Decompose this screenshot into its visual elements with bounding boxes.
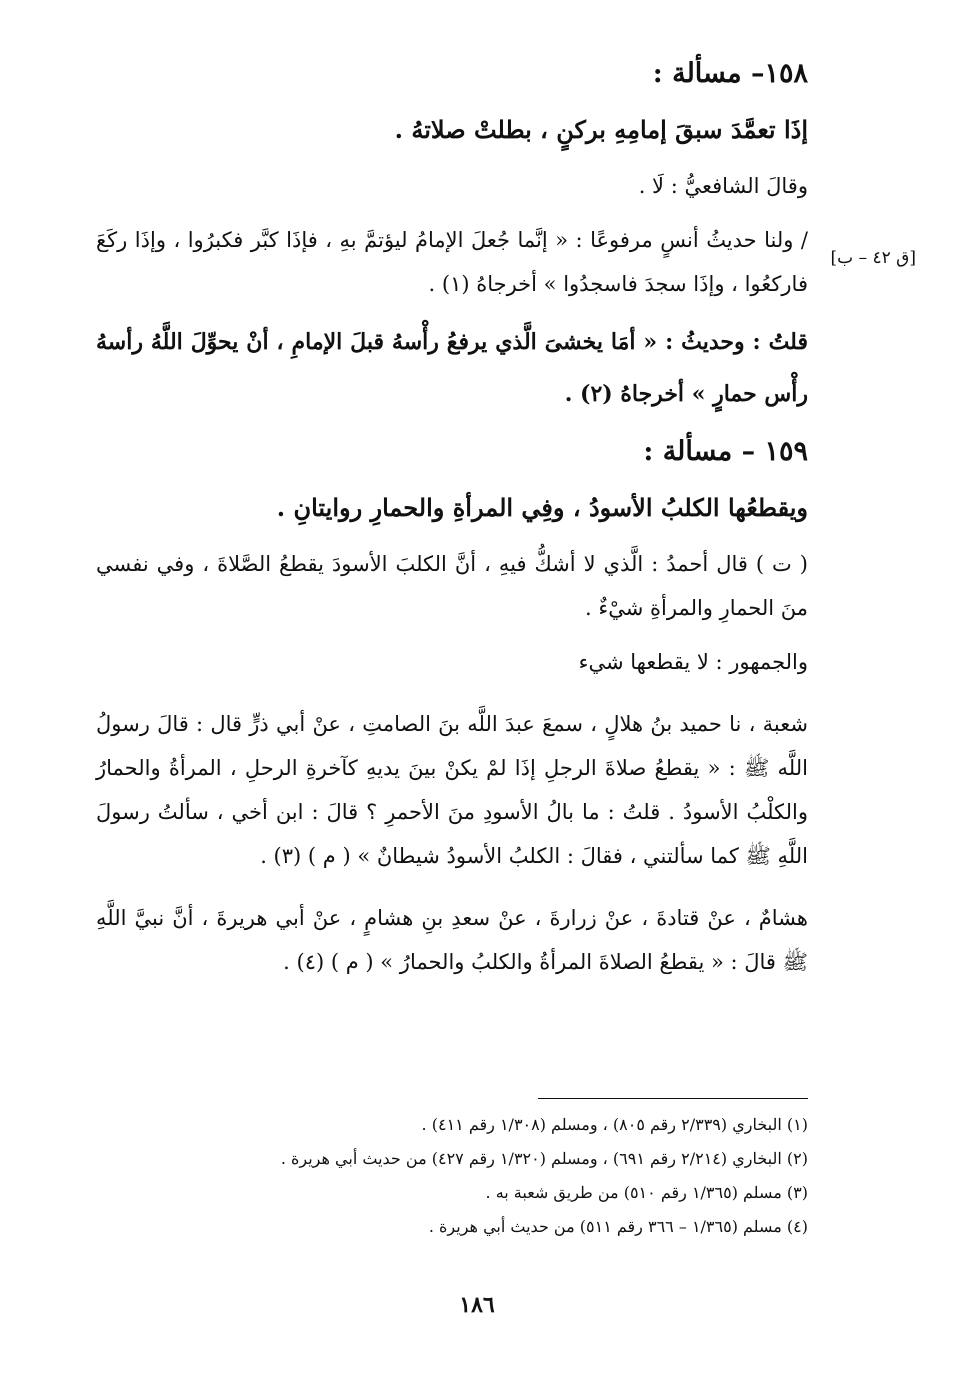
- footnote-divider: [538, 1098, 808, 1099]
- main-text: [96, 52, 808, 994]
- paragraph: ( ت ) قال أحمدُ : الَّذي لا أشكُّ فيهِ ، أنَّ الكلبَ الأسودَ يقطعُ الصَّلاةَ ، وفي نفسي منَ الحمارِ والمرأةِ شيْءٌ .: [96, 552, 808, 620]
- section-heading: ١٥٩ – مسألة :: [643, 436, 808, 467]
- paragraph: / ولنا حديثُ أنسٍ مرفوعًا : « إنَّما جُعلَ الإمامُ ليؤتمَّ بهِ ، فإذَا كبَّر فكبرُوا ، وإذَا ركَعَ فاركعُوا ، وإذَا سجدَ فاسجدُوا » أخرجاهُ (١) .: [96, 228, 808, 296]
- section-159: [96, 430, 808, 984]
- paragraph: والجمهور : لا يقطعها شيء: [578, 650, 808, 674]
- paragraph: قلتُ : وحديثُ : « أمَا يخشىَ الَّذي يرفعُ رأْسهُ قبلَ الإمامِ ، أنْ يحوِّلَ اللَّهُ رأسهُ رأْس حمارٍ » أخرجاهُ (٢) .: [96, 329, 808, 407]
- paragraph: هشامٌ ، عنْ قتادةَ ، عنْ زرارةَ ، عنْ سعدِ بنِ هشامٍ ، عنْ أبي هريرةَ ، أنَّ نبيَّ اللَّهِ ﷺ قالَ : « يقطعُ الصلاةَ المرأةُ والكلبُ والحمارُ » ( م ) (٤) .: [96, 906, 808, 974]
- footnote: (٣) مسلم (١/٣٦٥ رقم ٥١٠) من طريق شعبة به .: [485, 1183, 808, 1202]
- margin-folio-marker: [ق ٤٢ – ب]: [830, 248, 916, 268]
- footnote: (٤) مسلم (١/٣٦٥ – ٣٦٦ رقم ٥١١) من حديث أبي هريرة .: [428, 1217, 808, 1236]
- footnote: (١) البخاري (٢/٣٣٩ رقم ٨٠٥) ، ومسلم (١/٣٠٨ رقم ٤١١) .: [421, 1115, 808, 1134]
- section-heading: ١٥٨– مسألة :: [652, 58, 808, 89]
- section-ruling: ويقطعُها الكلبُ الأسودُ ، وفِي المرأةِ والحمارِ روايتانِ .: [276, 493, 808, 522]
- footnotes: [96, 1108, 808, 1244]
- paragraph: شعبة ، نا حميد بنُ هلالٍ ، سمعَ عبدَ اللَّه بنَ الصامتِ ، عنْ أبي ذرٍّ قال : قالَ رسولُ اللَّه ﷺ : « يقطعُ صلاةَ الرجلِ إذَا لمْ يكنْ بينَ يديهِ كآخرةِ الرحلِ ، المرأةُ والحمارُ والكلْبُ الأسودُ . قلتُ : ما بالُ الأسودِ منَ الأحمرِ ؟ قالَ : ابن أخي ، سألتُ رسولَ اللَّهِ ﷺ كما سألتني ، فقالَ : الكلبُ الأسودُ شيطانٌ » ( م ) (٣) .: [96, 712, 808, 868]
- footnote: (٢) البخاري (٢/٢١٤ رقم ٦٩١) ، ومسلم (١/٣٢٠ رقم ٤٢٧) من حديث أبي هريرة .: [280, 1149, 808, 1168]
- section-ruling: إذَا تعمَّدَ سبقَ إمامِهِ بركنٍ ، بطلتْ صلاتهُ .: [394, 115, 808, 144]
- paragraph: وقالَ الشافعيُّ : لَا .: [638, 174, 808, 198]
- page-number: ١٨٦: [459, 1292, 495, 1318]
- section-158: [96, 52, 808, 420]
